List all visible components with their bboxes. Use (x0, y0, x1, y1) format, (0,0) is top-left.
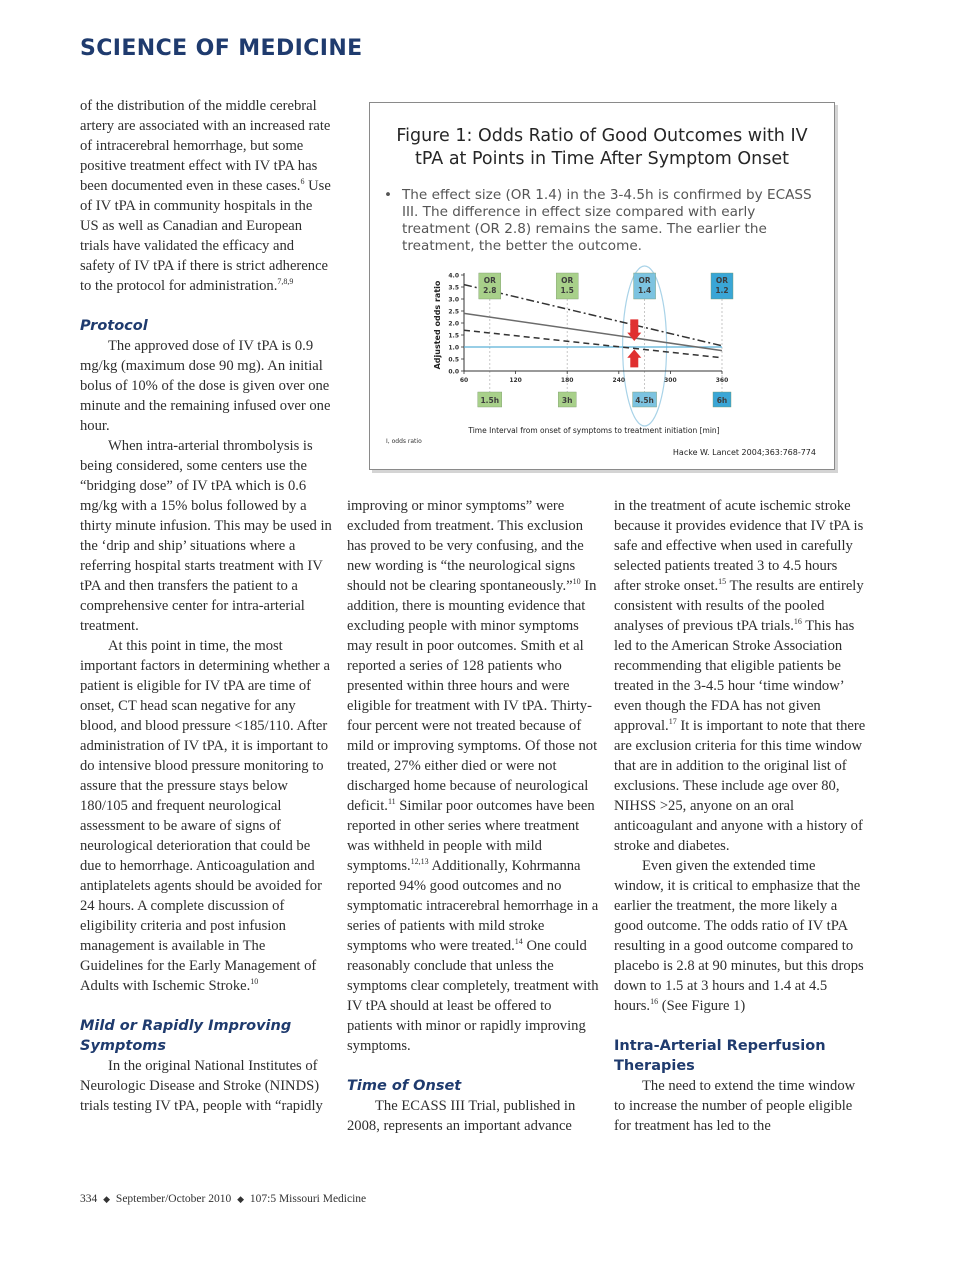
paragraph: improving or minor symptoms” were excluded from treatment. This exclusion has proved to be very confusing, and the new wording is “the neurological signs should not be clearing spontaneously.”$^{10}$ In addition, there is mounting evidence that excluding people with minor symptoms may result in poor outcomes. Smith et al reported a series of 128 patients who presented within three hours and were eligible for treatment with IV tPA. Thirty-four percent were not treated because of mild or improving symptoms. Of those not treated, 27% either died or were not discharged home because of neurological deficit.$^{11}$ Similar poor outcomes have been reported in other series where treatment was withheld in people with mild symptoms.$^{12,13}$ Additionally, Kohrmanna reported 94% good outcomes and no symptomatic intracerebral hemorrhage in a series of patients with mild stroke symptoms who were treated.$^{14}$ One could reasonably conclude that unless the symptoms clear completely, treatment with IV tPA should at least be offered to patients with minor or rapidly improving symptoms. (347, 498, 599, 1054)
time-label-text: 1.5h (480, 396, 500, 405)
paragraph: The need to extend the time window to increase the number of people eligible for treatment has led to the (614, 1078, 856, 1134)
figure-bullet: • The effect size (OR 1.4) in the 3-4.5h is confirmed by ECASS III. The difference in effect size compared with early treatment (OR 2.8) remains the same. The earlier the treatment, the better the outcome. (384, 187, 812, 254)
paragraph: The ECASS III Trial, published in 2008, represents an important advance (347, 1098, 576, 1134)
or-label-text: OR (561, 276, 574, 285)
y-tick-label: 3.5 (448, 284, 459, 292)
series-line-upper-CI (464, 285, 722, 346)
or-label-text: 1.4 (637, 286, 652, 295)
heading-intra-arterial: Intra-Arterial Reperfusion Therapies (614, 1038, 826, 1074)
x-tick-label: 120 (509, 377, 522, 384)
bullet-icon: • (384, 187, 393, 203)
paragraph: The approved dose of IV tPA is 0.9 mg/kg (maximum dose 90 mg). An initial bolus of 10% of the dose is given over one minute and the remaining infused over one hour. (80, 338, 331, 434)
legend-note: I, odds ratio (386, 438, 422, 445)
x-tick-label: 180 (560, 377, 574, 384)
diamond-icon: ◆ (237, 1194, 245, 1204)
figure-title: Figure 1: Odds Ratio of Good Outcomes with IV tPA at Points in Time After Symptom Onset (396, 126, 808, 169)
figure-source: Hacke W. Lancet 2004;363:768-774 (672, 448, 816, 457)
page-footer (80, 1193, 366, 1205)
column-1 (80, 96, 332, 1116)
x-axis-label: Time Interval from onset of symptoms to treatment initiation [min] (468, 426, 720, 435)
y-axis-label: Adjusted odds ratio (433, 280, 442, 370)
y-tick-label: 3.0 (448, 296, 459, 304)
y-tick-label: 2.0 (448, 320, 459, 328)
paragraph: In the original National Institutes of Neurologic Disease and Stroke (NINDS) trials testing IV tPA, people with “rapidly (80, 1058, 323, 1114)
paragraph: Even given the extended time window, it is critical to emphasize that the earlier the treatment, the more likely a good outcome. The odds ratio of IV tPA resulting in a good outcome compared to placebo is 2.8 at 90 minutes, but this drops down to 1.5 at 3 hours and 1.4 at 4.5 hours.$^{16}$ (See Figure 1) (614, 858, 864, 1014)
or-label-text: OR (715, 276, 729, 285)
x-tick-label: 240 (612, 377, 626, 384)
diamond-icon: ◆ (103, 1194, 111, 1204)
or-label-text: 1.5 (560, 286, 574, 295)
heading-time-of-onset: Time of Onset (347, 1078, 462, 1094)
journal-name: 107:5 Missouri Medicine (249, 1193, 367, 1205)
paragraph: of the distribution of the middle cerebral artery are associated with an increased rate of intracerebral hemorrhage, but some positive treatment effect with IV tPA has been documented even in these cases.$^6$ Use of IV tPA in community hospitals in the US as well as Canadian and European trials have validated the efficacy and safety of IV tPA if there is strict adherence to the protocol for administration.$^{7,8,9}$ (80, 98, 331, 294)
or-label-text: OR (638, 276, 651, 285)
or-label-text: 1.2 (715, 286, 729, 295)
y-tick-label: 0.0 (448, 368, 459, 376)
x-tick-label: 300 (664, 377, 677, 384)
heading-protocol: Protocol (80, 318, 148, 334)
y-tick-label: 0.5 (448, 356, 459, 364)
or-label-text: 2.8 (483, 286, 497, 295)
paragraph: When intra-arterial thrombolysis is being considered, some centers use the “bridging dose” of IV tPA which is 0.6 mg/kg with a 15% bolus followed by a thirty minute infusion. This may be used in the ‘drip and ship’ situations where a referring hospital starts treatment with IV tPA and then transfers the patient to a comprehensive center for intra-arterial treatment. (80, 438, 332, 634)
section-title: SCIENCE OF MEDICINE (80, 36, 363, 61)
odds-ratio-chart (370, 103, 834, 469)
series-line-odds-ratio (464, 313, 722, 350)
y-tick-label: 1.5 (448, 332, 459, 340)
issue-date: September/October 2010 (115, 1193, 232, 1205)
column-2 (347, 496, 599, 1136)
x-tick-label: 60 (459, 377, 469, 384)
column-3 (614, 496, 866, 1136)
time-label-text: 6h (716, 396, 728, 405)
paragraph: in the treatment of acute ischemic stroke because it provides evidence that IV tPA is safe and effective when used in carefully selected patients treated 3 to 4.5 hours after stroke onset.$^{15}$ The results are entirely consistent with results of the pooled analyses of previous tPA trials.$^{16}$ This has led to the American Stroke Association recommending that eligible patients be treated in the 3-4.5 hour ‘time window’ even though the FDA has not given approval.$^{17}$ It is important to note that there are exclusion criteria for this time window that are in addition to the original list of exclusions. These include age over 80, NIHSS >25, anyone on an oral anticoagulant and anyone with a history of stroke and diabetes. (614, 498, 866, 854)
figure-1 (369, 102, 835, 470)
x-tick-label: 360 (715, 377, 729, 384)
series-line-lower-CI (464, 330, 722, 358)
y-tick-label: 1.0 (448, 344, 459, 352)
paragraph: At this point in time, the most important factors in determining whether a patient is eligible for IV tPA are time of onset, CT head scan negative for any blood, and blood pressure <185/110. After administration of IV tPA, it is important to do intensive blood pressure monitoring to assure that the pressure stays below 180/105 and frequent neurological assessment to be aware of signs of neurological deterioration that could be due to hemorrhage. Anticoagulation and antiplatelets agents should be avoided for 24 hours. A complete discussion of eligibility criteria and post infusion management is available in The Guidelines for the Early Management of Adults with Ischemic Stroke.$^{10}$ (80, 638, 331, 994)
y-tick-label: 2.5 (448, 308, 459, 316)
page-number: 334 (80, 1193, 98, 1205)
or-label-text: OR (483, 276, 496, 285)
time-label-text: 3h (561, 396, 573, 405)
y-tick-label: 4.0 (448, 272, 459, 280)
time-label-text: 4.5h (635, 396, 654, 405)
heading-mild-symptoms: Mild or Rapidly Improving Symptoms (80, 1018, 292, 1054)
up-arrow-icon (627, 349, 641, 367)
